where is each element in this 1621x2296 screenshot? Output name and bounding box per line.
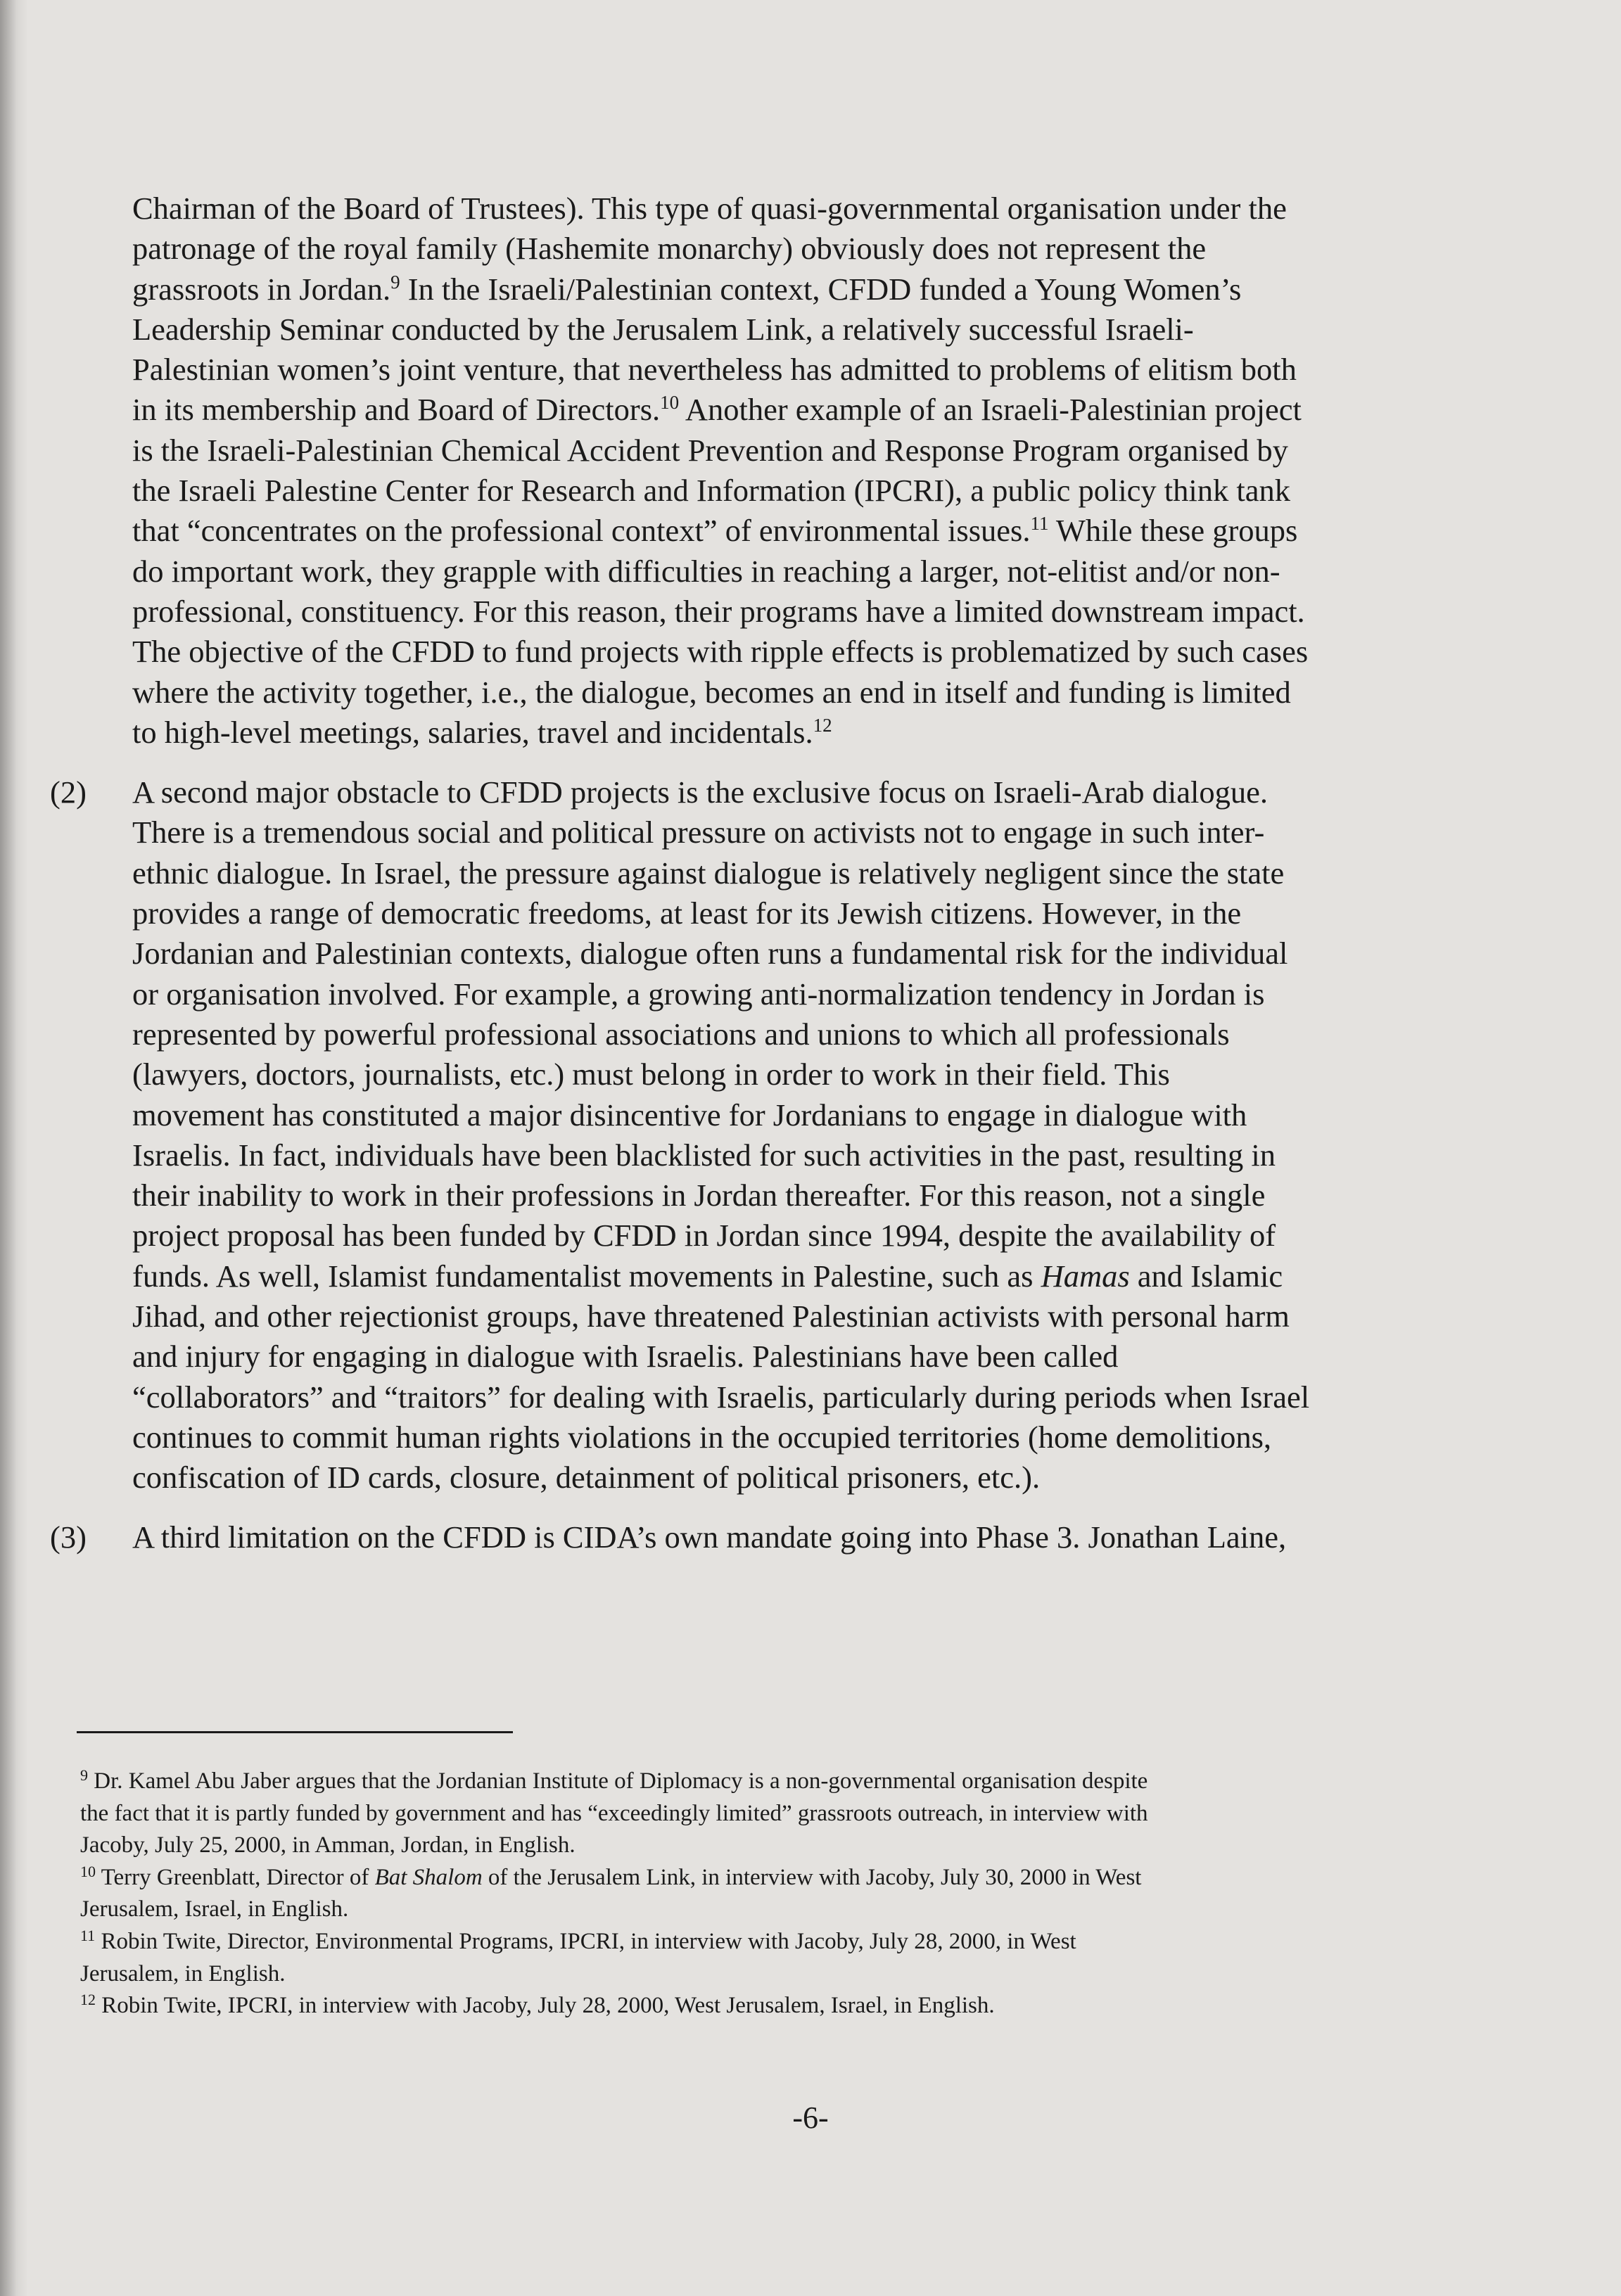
text-line: Chairman of the Board of Trustees). This type of quasi-governmental organisation under the bbox=[132, 191, 1287, 226]
text-line bbox=[50, 772, 1469, 812]
text-line: Israelis. In fact, individuals have been blacklisted for such activities in the past, resulting in bbox=[132, 1137, 1276, 1173]
footnote-ref[interactable]: 10 bbox=[660, 392, 680, 414]
text-line bbox=[132, 713, 1469, 753]
footnote-line: Jerusalem, Israel, in English. bbox=[80, 1896, 349, 1922]
text-line: Palestinian women’s joint venture, that nevertheless has admitted to problems of elitism both bbox=[132, 352, 1297, 388]
text-line bbox=[132, 511, 1469, 551]
text-run: grassroots in Jordan. bbox=[132, 271, 391, 307]
footnote-mark: 10 bbox=[80, 1862, 96, 1880]
footnote-line: the fact that it is partly funded by government and has “exceedingly limited” grassroots outreach, in interview with bbox=[80, 1800, 1148, 1826]
footnote-ref[interactable]: 11 bbox=[1030, 513, 1049, 535]
text-run: A third limitation on the CFDD is CIDA’s own mandate going into Phase 3. Jonathan Laine, bbox=[132, 1519, 1287, 1555]
italic-text: Bat Shalom bbox=[374, 1864, 483, 1890]
footnote-line bbox=[80, 1862, 1473, 1894]
text-line: continues to commit human rights violations in the occupied territories (home demolitions, bbox=[132, 1419, 1272, 1455]
paragraph-gap bbox=[132, 753, 1469, 772]
text-line: ethnic dialogue. In Israel, the pressure against dialogue is relatively negligent since the state bbox=[132, 855, 1285, 891]
text-line: is the Israeli-Palestinian Chemical Accident Prevention and Response Program organised by bbox=[132, 432, 1288, 468]
text-line bbox=[50, 1517, 1469, 1557]
text-line: There is a tremendous social and political pressure on activists not to engage in such inter- bbox=[132, 815, 1265, 850]
footnote-ref[interactable]: 9 bbox=[390, 271, 400, 293]
text-line: (lawyers, doctors, journalists, etc.) must belong in order to work in their field. This bbox=[132, 1057, 1170, 1092]
text-line bbox=[132, 390, 1469, 430]
text-run: Dr. Kamel Abu Jaber argues that the Jordanian Institute of Diplomacy is a non-governmental organisation despite bbox=[88, 1768, 1148, 1794]
footnote-line: Jerusalem, in English. bbox=[80, 1960, 286, 1986]
text-run: of the Jerusalem Link, in interview with Jacoby, July 30, 2000 in West bbox=[482, 1864, 1142, 1890]
text-line: Jordanian and Palestinian contexts, dialogue often runs a fundamental risk for the individual bbox=[132, 936, 1288, 971]
text-line: where the activity together, i.e., the dialogue, becomes an end in itself and funding is limited bbox=[132, 674, 1291, 710]
italic-text: Hamas bbox=[1041, 1258, 1130, 1294]
paragraph-gap bbox=[132, 1498, 1469, 1517]
text-line: project proposal has been funded by CFDD in Jordan since 1994, despite the availability of bbox=[132, 1218, 1276, 1254]
footnotes bbox=[80, 1766, 1473, 2022]
list-number: (2) bbox=[50, 774, 87, 810]
text-line: and injury for engaging in dialogue with Israelis. Palestinians have been called bbox=[132, 1339, 1119, 1375]
footnote-line bbox=[80, 1990, 1473, 2022]
text-run: that “concentrates on the professional context” of environmental issues. bbox=[132, 513, 1031, 549]
text-line: “collaborators” and “traitors” for dealing with Israelis, particularly during periods when Israel bbox=[132, 1379, 1310, 1415]
text-line: represented by powerful professional associations and unions to which all professionals bbox=[132, 1016, 1230, 1052]
text-line bbox=[132, 269, 1469, 310]
text-line: patronage of the royal family (Hashemite monarchy) obviously does not represent the bbox=[132, 231, 1207, 267]
footnote-separator bbox=[77, 1731, 513, 1733]
text-run: Another example of an Israeli-Palestinian project bbox=[679, 392, 1302, 428]
text-line: confiscation of ID cards, closure, detainment of political prisoners, etc.). bbox=[132, 1460, 1041, 1495]
text-run: to high-level meetings, salaries, travel and incidentals. bbox=[132, 714, 813, 750]
text-line: The objective of the CFDD to fund projects with ripple effects is problematized by such cases bbox=[132, 634, 1309, 670]
text-run: funds. As well, Islamist fundamentalist movements in Palestine, such as bbox=[132, 1258, 1041, 1294]
page-edge-shadow bbox=[0, 0, 28, 2296]
text-run: Terry Greenblatt, Director of bbox=[96, 1864, 375, 1890]
text-run: In the Israeli/Palestinian context, CFDD funded a Young Women’s bbox=[400, 271, 1242, 307]
footnote-ref[interactable]: 12 bbox=[813, 714, 832, 736]
text-line: their inability to work in their professions in Jordan thereafter. For this reason, not a single bbox=[132, 1178, 1266, 1213]
footnote-mark: 11 bbox=[80, 1926, 96, 1944]
footnote-9 bbox=[80, 1766, 1473, 1862]
footnote-line bbox=[80, 1766, 1473, 1798]
text-line: movement has constituted a major disincentive for Jordanians to engage in dialogue with bbox=[132, 1097, 1247, 1133]
paragraph-2 bbox=[50, 772, 1469, 1498]
paragraph-1 bbox=[132, 189, 1469, 753]
text-run: Robin Twite, Director, Environmental Programs, IPCRI, in interview with Jacoby, July 28, 2000, in West bbox=[95, 1928, 1076, 1954]
page-number: -6- bbox=[792, 2100, 829, 2135]
footnote-12 bbox=[80, 1990, 1473, 2022]
text-line bbox=[132, 1256, 1469, 1296]
paragraph-3 bbox=[50, 1517, 1469, 1557]
text-line: professional, constituency. For this reason, their programs have a limited downstream impact. bbox=[132, 593, 1305, 629]
footnote-mark: 9 bbox=[80, 1766, 88, 1784]
footnote-line: Jacoby, July 25, 2000, in Amman, Jordan, in English. bbox=[80, 1832, 576, 1858]
text-line: Jihad, and other rejectionist groups, have threatened Palestinian activists with personal harm bbox=[132, 1299, 1290, 1334]
text-line: the Israeli Palestine Center for Research and Information (IPCRI), a public policy think tank bbox=[132, 473, 1291, 509]
footnote-mark: 12 bbox=[80, 1991, 96, 2009]
text-run: A second major obstacle to CFDD projects is the exclusive focus on Israeli-Arab dialogue. bbox=[132, 774, 1268, 810]
text-run: and Islamic bbox=[1129, 1258, 1283, 1294]
footnote-10 bbox=[80, 1862, 1473, 1926]
text-line: provides a range of democratic freedoms, at least for its Jewish citizens. However, in the bbox=[132, 895, 1242, 931]
text-run: in its membership and Board of Directors. bbox=[132, 392, 661, 428]
footnote-line bbox=[80, 1926, 1473, 1958]
text-line: do important work, they grapple with difficulties in reaching a larger, not-elitist and/or non- bbox=[132, 553, 1280, 589]
body-text bbox=[50, 189, 1469, 1557]
text-run: Robin Twite, IPCRI, in interview with Jacoby, July 28, 2000, West Jerusalem, Israel, in English. bbox=[96, 1993, 995, 2019]
text-run: While these groups bbox=[1048, 513, 1298, 549]
text-line: or organisation involved. For example, a growing anti-normalization tendency in Jordan is bbox=[132, 976, 1265, 1012]
footnote-11 bbox=[80, 1926, 1473, 1990]
text-line: Leadership Seminar conducted by the Jerusalem Link, a relatively successful Israeli- bbox=[132, 311, 1194, 347]
list-number: (3) bbox=[50, 1519, 87, 1555]
